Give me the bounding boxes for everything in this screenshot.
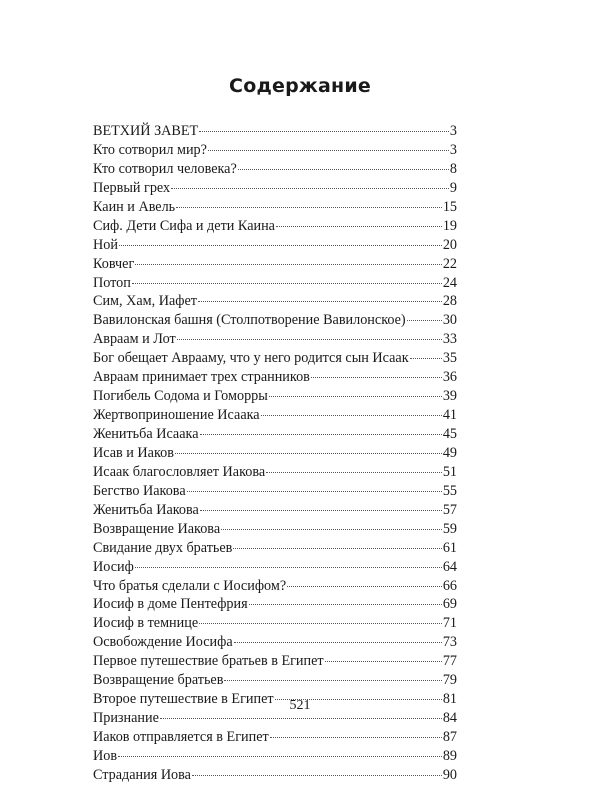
toc-entry-page: 61 — [442, 539, 457, 556]
toc-entry-page: 77 — [442, 653, 457, 670]
toc-entry-page: 33 — [442, 331, 457, 348]
toc-entry-page: 36 — [442, 369, 457, 386]
toc-entry-page: 51 — [442, 463, 457, 480]
toc-entry-title: Жертвоприношение Исаака — [93, 407, 260, 424]
toc-entry — [93, 160, 457, 179]
dot-leader — [208, 150, 449, 151]
dot-leader — [266, 472, 442, 473]
toc-entry — [93, 406, 457, 425]
toc-entry-title: Иосиф в темнице — [93, 615, 199, 632]
toc-entry-title: Кто сотворил человека? — [93, 160, 237, 177]
dot-leader — [176, 207, 442, 208]
toc-entry — [93, 501, 457, 520]
toc-entry-title: Авраам и Лот — [93, 331, 176, 348]
toc-entry-title: Вавилонская башня (Столпотворение Вавилонское) — [93, 312, 406, 329]
toc-entry-page: 45 — [442, 426, 457, 442]
toc-entry-title: Иосиф — [93, 558, 134, 575]
dot-leader — [175, 453, 442, 454]
toc-entry — [93, 330, 457, 349]
dot-leader — [177, 339, 442, 340]
dot-leader — [200, 434, 442, 435]
toc-entry-page: 41 — [442, 407, 457, 424]
toc-entry-title: Что братья сделали с Иосифом? — [93, 577, 287, 594]
dot-leader — [325, 661, 442, 662]
toc-entry — [93, 444, 457, 463]
toc-entry-title: Исаак благословляет Иакова — [93, 463, 266, 480]
toc-entry — [93, 539, 457, 558]
toc-entry-title: Женитьба Исаака — [93, 426, 199, 442]
toc-entry-page: 49 — [442, 444, 457, 461]
dot-leader — [199, 623, 442, 624]
toc-entry-page: 59 — [442, 520, 457, 537]
toc-entry-page: 19 — [442, 217, 457, 234]
dot-leader — [234, 642, 442, 643]
dot-leader — [261, 415, 442, 416]
toc-entry-page: 90 — [442, 766, 457, 783]
toc-entry-page: 64 — [442, 558, 457, 575]
toc-entry — [93, 671, 457, 690]
toc-entry-title: Иаков отправляется в Египет — [93, 729, 269, 745]
toc-entry-title: Бегство Иакова — [93, 482, 186, 499]
dot-leader — [221, 529, 442, 530]
toc-entry-page: 81 — [442, 691, 457, 708]
toc-entry-title: Признание — [93, 710, 159, 727]
toc-entry-page: 69 — [442, 596, 457, 613]
toc-entry — [93, 558, 457, 577]
toc-entry — [93, 595, 457, 614]
dot-leader — [249, 604, 442, 605]
toc-entry-title: Сим, Хам, Иафет — [93, 293, 197, 310]
toc-entry-title: Женитьба Иакова — [93, 501, 199, 518]
toc-entry — [93, 274, 457, 293]
toc-entry — [93, 311, 457, 330]
toc-entry-page: 35 — [442, 350, 457, 367]
toc-entry-title: Страдания Иова — [93, 766, 191, 783]
toc-entry — [93, 236, 457, 255]
dot-leader — [199, 131, 449, 132]
toc-entry — [93, 255, 457, 274]
toc-entry — [93, 520, 457, 539]
toc-entry-title: Второе путешествие в Египет — [93, 691, 274, 708]
dot-leader — [224, 680, 441, 681]
toc-entry — [93, 425, 457, 444]
dot-leader — [200, 510, 442, 511]
dot-leader — [119, 245, 442, 246]
toc-entry-page: 66 — [442, 577, 457, 594]
toc-entry-title: Иосиф в доме Пентефрия — [93, 596, 248, 613]
dot-leader — [276, 226, 442, 227]
toc-entry-page: 57 — [442, 501, 457, 518]
dot-leader — [407, 320, 442, 321]
toc-entry — [93, 349, 457, 368]
dot-leader — [198, 301, 442, 302]
toc-entry — [93, 463, 457, 482]
toc-entry-page: 3 — [449, 141, 457, 158]
toc-entry — [93, 652, 457, 671]
toc-entry — [93, 292, 457, 311]
toc-entry-title: Ной — [93, 236, 118, 253]
toc-entry-title: Возвращение братьев — [93, 672, 224, 689]
toc-entry-page: 39 — [442, 388, 457, 405]
toc-entry-page: 8 — [449, 160, 457, 177]
toc-entry — [93, 577, 457, 596]
toc-entry — [93, 217, 457, 236]
toc-entry-title: Каин и Авель — [93, 198, 176, 215]
toc-entry-title: Бог обещает Аврааму, что у него родится сын Исаак — [93, 350, 409, 367]
toc-entry-title: Свидание двух братьев — [93, 539, 233, 556]
toc-entry — [93, 482, 457, 501]
dot-leader — [132, 283, 442, 284]
toc-entry-title: Сиф. Дети Сифа и дети Каина — [93, 217, 275, 234]
toc-entry-page: 22 — [442, 255, 457, 272]
toc-entry — [93, 179, 457, 198]
page-title: Содержание — [229, 74, 371, 97]
toc-entry-page: 15 — [442, 198, 457, 215]
dot-leader — [187, 491, 442, 492]
toc-entry — [93, 766, 457, 785]
dot-leader — [287, 586, 442, 587]
toc-entry-page: 84 — [442, 710, 457, 727]
toc-entry-page: 73 — [442, 634, 457, 651]
dot-leader — [192, 775, 442, 776]
dot-leader — [410, 358, 442, 359]
dot-leader — [269, 396, 442, 397]
toc-entry — [93, 614, 457, 633]
toc-entry-title: Ковчег — [93, 255, 135, 272]
table-of-contents — [93, 122, 457, 785]
toc-entry-title: Возвращение Иакова — [93, 520, 221, 537]
toc-entry-title: Исав и Иаков — [93, 444, 174, 461]
toc-entry-page: 79 — [442, 672, 457, 689]
toc-entry — [93, 633, 457, 652]
dot-leader — [311, 377, 442, 378]
toc-entry-page: 55 — [442, 482, 457, 499]
toc-entry-page: 24 — [442, 274, 457, 291]
page-number: 521 — [289, 698, 311, 713]
dot-leader — [171, 188, 449, 189]
toc-entry — [93, 368, 457, 387]
toc-entry-title: Первое путешествие братьев в Египет — [93, 653, 324, 670]
dot-leader — [238, 169, 449, 170]
toc-entry-title: Первый грех — [93, 179, 171, 196]
toc-entry-page: 30 — [442, 312, 457, 329]
dot-leader — [135, 567, 442, 568]
toc-entry — [93, 387, 457, 406]
toc-entry — [93, 122, 457, 141]
toc-entry-title: Иов — [93, 747, 118, 764]
dot-leader — [160, 718, 442, 719]
toc-entry-page: 71 — [442, 615, 457, 632]
toc-entry-title: Погибель Содома и Гоморры — [93, 388, 268, 405]
toc-entry-title: Освобождение Иосифа — [93, 634, 233, 651]
toc-entry-title: Потоп — [93, 274, 131, 291]
toc-entry-page: 28 — [442, 293, 457, 310]
dot-leader — [233, 548, 441, 549]
toc-entry-page: 3 — [449, 123, 457, 139]
dot-leader — [118, 756, 442, 757]
dot-leader — [135, 264, 442, 265]
toc-entry — [93, 198, 457, 217]
toc-entry — [93, 141, 457, 160]
toc-entry-page: 89 — [442, 747, 457, 764]
toc-entry-title: ВЕТХИЙ ЗАВЕТ — [93, 123, 199, 139]
toc-entry-title: Кто сотворил мир? — [93, 141, 207, 158]
dot-leader — [270, 737, 442, 738]
toc-entry-page: 87 — [442, 729, 457, 745]
toc-entry-page: 9 — [449, 179, 457, 196]
toc-entry — [93, 728, 457, 747]
toc-entry-title: Авраам принимает трех странников — [93, 369, 310, 386]
toc-entry-page: 20 — [442, 236, 457, 253]
